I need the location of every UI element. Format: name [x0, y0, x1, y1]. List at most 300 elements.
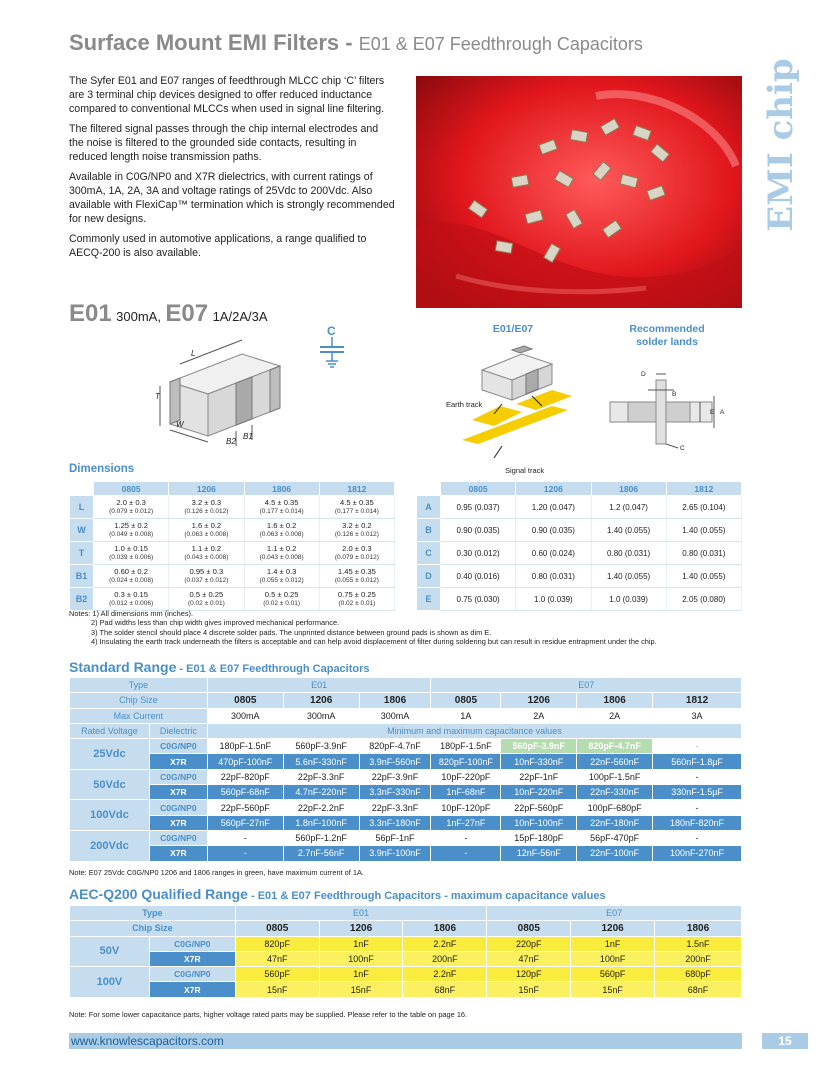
dielectric-x7r: X7R — [149, 951, 235, 966]
cell-value-mm: 1.1 ± 0.2 — [191, 544, 222, 553]
page-title: Surface Mount EMI Filters - E01 & E07 Feedthrough Capacitors — [69, 30, 643, 55]
dim-l-label: L — [191, 349, 196, 358]
header-row-current — [70, 708, 742, 723]
capacitance-value: 56pF-470pF — [577, 830, 653, 845]
table-cell: 1.0 (0.039) — [591, 588, 666, 611]
table-row — [70, 565, 395, 588]
capacitance-value: 1nF-68nF — [431, 785, 501, 800]
table-cell: 0.80 (0.031) — [666, 542, 741, 565]
capacitance-value: 3.3nF-180nF — [359, 815, 431, 830]
capacitance-value: 560pF — [571, 967, 655, 982]
website-link[interactable]: www.knowlescapacitors.com — [71, 1034, 224, 1048]
chip-size: 1812 — [653, 693, 742, 708]
table-row — [417, 565, 742, 588]
cell-value-inch: (0.126 ± 0.012) — [184, 508, 229, 515]
table-row — [70, 936, 742, 951]
chip-size: 0805 — [431, 693, 501, 708]
capacitance-value: 22pF-3.3nF — [283, 769, 359, 784]
chip-dimension-diagram — [150, 336, 290, 456]
cell-value-mm: 1.1 ± 0.2 — [266, 544, 297, 553]
dielectric-c0g: C0G/NP0 — [149, 739, 207, 754]
capacitance-value: 2.2nF — [403, 936, 487, 951]
capacitance-value: 100nF-270nF — [653, 846, 742, 861]
header-row-chip-size — [70, 921, 742, 936]
solder-lands-diagram — [608, 366, 738, 456]
footer-bar — [69, 1033, 742, 1049]
table-cell: 0.95 (0.037) — [441, 496, 516, 519]
table-cell — [169, 542, 244, 565]
capacitance-value: 1.5nF — [655, 936, 742, 951]
c-symbol-label: C — [327, 324, 336, 338]
rated-voltage: 200Vdc — [70, 830, 150, 861]
chip-size: 1806 — [403, 921, 487, 936]
chip-size: 1206 — [283, 693, 359, 708]
row-header: D — [417, 565, 441, 588]
column-header: 0805 — [94, 482, 169, 496]
capacitance-value: 180pF-1.5nF — [431, 739, 501, 754]
table-cell: 1.20 (0.047) — [516, 496, 591, 519]
cell-value-inch: (0.177 ± 0.014) — [259, 508, 304, 515]
dim-b2-label: B2 — [226, 437, 236, 446]
row-header: C — [417, 542, 441, 565]
note-line: 2) Pad widths less than chip width gives improved mechanical performance. — [91, 618, 340, 628]
capacitance-value: 22pF-560pF — [207, 800, 283, 815]
cell-value-mm: 0.60 ± 0.2 — [114, 567, 148, 576]
cell-value-inch: (0.049 ± 0.008) — [109, 531, 154, 538]
cell-value-mm: 0.95 ± 0.3 — [189, 567, 224, 576]
rated-voltage: 50V — [70, 936, 150, 967]
capacitance-value: 22pF-1nF — [501, 769, 577, 784]
type-label: Type — [70, 678, 208, 693]
row-header: B — [417, 519, 441, 542]
max-current: 300mA — [207, 708, 283, 723]
cell-value-inch: (0.126 ± 0.012) — [334, 531, 379, 538]
capacitance-value: 15nF — [235, 982, 319, 997]
table-cell: 0.80 (0.031) — [516, 565, 591, 588]
capacitance-value: 1nF — [319, 967, 403, 982]
cell-value-mm: 2.0 ± 0.3 — [342, 544, 372, 553]
dim-e-label: E — [710, 409, 715, 416]
capacitance-value: 10pF-220pF — [431, 769, 501, 784]
table-row — [70, 815, 742, 830]
capacitance-value: 22nF-180nF — [577, 815, 653, 830]
cell-value-mm: 4.5 ± 0.35 — [340, 498, 374, 507]
capacitance-value: 22pF-820pF — [207, 769, 283, 784]
table-cell — [244, 519, 319, 542]
max-current: 2A — [501, 708, 577, 723]
row-header: W — [70, 519, 94, 542]
mounting-diagram-title: E01/E07 — [492, 323, 534, 335]
cell-value-inch: (0.079 ± 0.012) — [334, 554, 379, 561]
table-cell — [169, 588, 244, 611]
capacitance-value: 3.3nF-330nF — [359, 785, 431, 800]
series-e01: E01 — [235, 906, 487, 921]
capacitance-value: 100pF-1.5nF — [577, 769, 653, 784]
dimensions-table-lands — [416, 481, 742, 611]
table-cell — [319, 588, 394, 611]
table-row — [70, 982, 742, 997]
table-cell — [169, 519, 244, 542]
table-cell — [244, 542, 319, 565]
capacitance-value: 10nF-220nF — [501, 785, 577, 800]
cell-value-inch: (0.063 ± 0.008) — [259, 531, 304, 538]
type-label: Type — [70, 906, 236, 921]
capacitance-value: 1.8nF-100nF — [283, 815, 359, 830]
capacitance-value: 5.6nF-330nF — [283, 754, 359, 769]
row-header: T — [70, 542, 94, 565]
standard-range-note: Note: E07 25Vdc C0G/NP0 1206 and 1806 ranges in green, have maximum current of 1A. — [69, 868, 364, 877]
cell-value-mm: 1.4 ± 0.3 — [266, 567, 297, 576]
table-cell: 1.2 (0.047) — [591, 496, 666, 519]
capacitance-value: 10nF-100nF — [501, 815, 577, 830]
capacitance-value: 22pF-2.2nF — [283, 800, 359, 815]
dim-d-label: D — [641, 371, 646, 378]
cell-value-inch: (0.024 ± 0.008) — [109, 577, 154, 584]
column-header: 1806 — [244, 482, 319, 496]
capacitance-value: - — [653, 769, 742, 784]
column-header: 1812 — [666, 482, 741, 496]
table-row — [70, 830, 742, 845]
dielectric-x7r: X7R — [149, 754, 207, 769]
max-current: 1A — [431, 708, 501, 723]
max-current: 300mA — [359, 708, 431, 723]
cell-value-mm: 2.0 ± 0.3 — [116, 498, 146, 507]
table-cell: 0.75 (0.030) — [441, 588, 516, 611]
cell-value-inch: (0.055 ± 0.012) — [259, 577, 304, 584]
capacitance-value: 10nF-330nF — [501, 754, 577, 769]
capacitance-value: 1nF — [319, 936, 403, 951]
capacitance-value: - — [653, 830, 742, 845]
series-e07: E07 — [487, 906, 742, 921]
capacitance-value: 22pF-3.3nF — [359, 800, 431, 815]
capacitance-value: 560pF-27nF — [207, 815, 283, 830]
solder-lands-title: Recommended solder lands — [629, 323, 705, 348]
chip-size: 1206 — [501, 693, 577, 708]
capacitance-value: 3.9nF-100nF — [359, 846, 431, 861]
table-cell: 0.30 (0.012) — [441, 542, 516, 565]
series-e01: E01 — [207, 678, 431, 693]
capacitance-value: 560pF — [235, 967, 319, 982]
series-heading: E01 300mA, E07 1A/2A/3A — [69, 300, 268, 327]
capacitance-value: 560pF-1.2nF — [283, 830, 359, 845]
table-cell — [244, 588, 319, 611]
cell-value-inch: (0.012 ± 0.006) — [109, 600, 154, 607]
dielectric-c0g: C0G/NP0 — [149, 967, 235, 982]
column-header: 1206 — [516, 482, 591, 496]
chip-size: 0805 — [487, 921, 571, 936]
capacitance-value: - — [653, 800, 742, 815]
table-row — [417, 542, 742, 565]
page-number: 15 — [762, 1033, 808, 1049]
standard-range-title: Standard Range - E01 & E07 Feedthrough Capacitors — [69, 659, 370, 675]
dielectric-c0g: C0G/NP0 — [149, 830, 207, 845]
table-cell — [319, 565, 394, 588]
table-row — [70, 967, 742, 982]
chip-size: 0805 — [207, 693, 283, 708]
intro-paragraph: Commonly used in automotive applications, a range qualified to AECQ-200 is also available. — [69, 233, 367, 259]
table-row — [70, 496, 395, 519]
capacitance-value: 100pF-680pF — [577, 800, 653, 815]
capacitance-value: 1nF — [571, 936, 655, 951]
capacitance-value: 330nF-1.5µF — [653, 785, 742, 800]
cell-value-mm: 1.6 ± 0.2 — [191, 521, 222, 530]
dimensions-title: Dimensions — [69, 463, 135, 475]
cell-value-mm: 1.6 ± 0.2 — [266, 521, 297, 530]
capacitance-value: 200nF — [655, 951, 742, 966]
capacitance-value: 22pF-560pF — [501, 800, 577, 815]
dim-a-label: A — [720, 409, 725, 416]
intro-paragraph: Available in C0G/NP0 and X7R dielectrics, with current ratings of 300mA, 1A, 2A, 3A and voltage ratings of 25Vdc to 200Vdc. Also available with FlexiCap™ termination which is strongly recommended for new designs. — [69, 171, 395, 225]
dielectric-c0g: C0G/NP0 — [149, 936, 235, 951]
table-cell — [94, 496, 169, 519]
capacitance-value: 22nF-330nF — [577, 785, 653, 800]
table-cell — [169, 565, 244, 588]
dimension-notes — [69, 609, 657, 646]
table-row — [417, 496, 742, 519]
table-cell — [244, 496, 319, 519]
table-row — [70, 739, 742, 754]
standard-range-table — [69, 677, 742, 862]
header-row-type — [70, 678, 742, 693]
capacitance-value: 820pF — [235, 936, 319, 951]
capacitance-value: 180pF-1.5nF — [207, 739, 283, 754]
capacitance-value: 220pF — [487, 936, 571, 951]
table-header-row — [417, 482, 742, 496]
capacitance-value: 15nF — [487, 982, 571, 997]
dim-t-label: T — [155, 392, 160, 401]
dim-b-label: B — [672, 391, 677, 398]
cell-value-mm: 4.5 ± 0.35 — [264, 498, 299, 507]
capacitance-value: 560pF-68nF — [207, 785, 283, 800]
max-current: 300mA — [283, 708, 359, 723]
cell-value-inch: (0.039 ± 0.006) — [109, 554, 154, 561]
capacitance-value: 2.7nF-56nF — [283, 846, 359, 861]
capacitance-value: 47nF — [235, 951, 319, 966]
table-row — [70, 951, 742, 966]
table-cell — [94, 588, 169, 611]
chip-size: 1206 — [319, 921, 403, 936]
feedthrough-symbol-icon — [318, 337, 346, 369]
table-row — [417, 588, 742, 611]
capacitance-value: 100nF — [571, 951, 655, 966]
table-cell — [319, 519, 394, 542]
table-cell: 2.65 (0.104) — [666, 496, 741, 519]
table-cell: 1.40 (0.055) — [591, 519, 666, 542]
capacitance-value: 820pF-4.7nF — [359, 739, 431, 754]
aec-range-title: AEC-Q200 Qualified Range - E01 & E07 Feedthrough Capacitors - maximum capacitance values — [69, 886, 606, 902]
capacitance-value: 68nF — [403, 982, 487, 997]
chip-size: 1806 — [359, 693, 431, 708]
dielectric-x7r: X7R — [149, 846, 207, 861]
table-cell: 1.40 (0.055) — [666, 565, 741, 588]
rated-voltage-label: Rated Voltage — [70, 723, 150, 738]
header-row-dielectric — [70, 723, 742, 738]
table-row — [70, 785, 742, 800]
cell-value-inch: (0.02 ± 0.01) — [338, 600, 376, 607]
rated-voltage: 100Vdc — [70, 800, 150, 831]
max-current: 2A — [577, 708, 653, 723]
capacitance-value: - — [207, 830, 283, 845]
row-header: E — [417, 588, 441, 611]
capacitance-value: 15nF — [571, 982, 655, 997]
table-row — [70, 588, 395, 611]
table-header-row — [70, 482, 395, 496]
series-e07: E07 — [431, 678, 742, 693]
chip-size: 0805 — [235, 921, 319, 936]
cell-value-mm: 0.75 ± 0.25 — [337, 590, 376, 599]
rated-voltage: 100V — [70, 967, 150, 998]
table-row — [70, 800, 742, 815]
cell-value-inch: (0.055 ± 0.012) — [334, 577, 379, 584]
capacitance-value: 1nF-27nF — [431, 815, 501, 830]
table-cell: 0.90 (0.035) — [516, 519, 591, 542]
cell-value-mm: 1.45 ± 0.35 — [337, 567, 376, 576]
cell-value-inch: (0.079 ± 0.012) — [109, 508, 154, 515]
table-cell — [169, 496, 244, 519]
table-cell — [319, 496, 394, 519]
chip-size: 1206 — [571, 921, 655, 936]
chip-size-label: Chip Size — [70, 693, 208, 708]
capacitance-value: 200nF — [403, 951, 487, 966]
row-header: A — [417, 496, 441, 519]
table-cell — [94, 519, 169, 542]
capacitance-value: 15nF — [319, 982, 403, 997]
column-header: 1812 — [319, 482, 394, 496]
table-cell: 0.40 (0.016) — [441, 565, 516, 588]
capacitance-value: 680pF — [655, 967, 742, 982]
capacitance-value: - — [653, 739, 742, 754]
table-row — [70, 754, 742, 769]
dimensions-table-chip — [69, 481, 395, 611]
cell-value-mm: 1.25 ± 0.2 — [114, 521, 148, 530]
table-cell — [94, 542, 169, 565]
cell-value-inch: (0.043 ± 0.008) — [259, 554, 304, 561]
table-cell: 1.40 (0.055) — [666, 519, 741, 542]
capacitance-value: 560pF-3.9nF — [501, 739, 577, 754]
cell-value-inch: (0.063 ± 0.008) — [184, 531, 229, 538]
intro-paragraph: The filtered signal passes through the chip internal electrodes and the noise is filtered to the grounded side contacts, resulting in reduced length noise transmission paths. — [69, 123, 379, 163]
capacitance-value: - — [431, 846, 501, 861]
dielectric-label: Dielectric — [149, 723, 207, 738]
dim-c-label: C — [680, 445, 685, 452]
table-cell: 0.80 (0.031) — [591, 542, 666, 565]
cell-value-inch: (0.177 ± 0.014) — [334, 508, 379, 515]
dielectric-x7r: X7R — [149, 785, 207, 800]
capacitance-value: 47nF — [487, 951, 571, 966]
table-row — [417, 519, 742, 542]
cell-value-inch: (0.02 ± 0.01) — [187, 600, 225, 607]
intro-paragraph: The Syfer E01 and E07 ranges of feedthrough MLCC chip ‘C’ filters are 3 terminal chip devices designed to offer reduced inductance compared to conventional MLCCs when used in signal line filtering. — [69, 75, 385, 115]
table-cell — [94, 565, 169, 588]
dielectric-c0g: C0G/NP0 — [149, 800, 207, 815]
capacitance-value: 120pF — [487, 967, 571, 982]
capacitance-value: 22nF-560nF — [577, 754, 653, 769]
row-header: L — [70, 496, 94, 519]
capacitance-value: 560nF-1.8µF — [653, 754, 742, 769]
table-row — [70, 769, 742, 784]
aec-range-table — [69, 905, 742, 998]
cell-value-mm: 3.2 ± 0.2 — [342, 521, 372, 530]
column-header: 1206 — [169, 482, 244, 496]
table-cell — [244, 565, 319, 588]
range-label: Minimum and maximum capacitance values — [207, 723, 741, 738]
intro-text — [69, 74, 395, 266]
dielectric-x7r: X7R — [149, 982, 235, 997]
rated-voltage: 25Vdc — [70, 739, 150, 770]
earth-track-label: Earth track — [446, 400, 483, 409]
table-cell: 1.40 (0.055) — [591, 565, 666, 588]
note-line: 3) The solder stencil should place 4 discrete solder pads. The unprinted distance between ground pads is shown as dim E. — [91, 627, 492, 637]
capacitance-value: 4.7nF-220nF — [283, 785, 359, 800]
note-line: 4) Insulating the earth track underneath the filters is acceptable and can help avoid displacement of filter during soldering but can result in residue entrapment under the chip. — [91, 636, 657, 646]
chip-size-label: Chip Size — [70, 921, 236, 936]
capacitance-value: 68nF — [655, 982, 742, 997]
capacitance-value: - — [431, 830, 501, 845]
capacitance-value: 10pF-120pF — [431, 800, 501, 815]
max-current-label: Max Current — [70, 708, 208, 723]
capacitance-value: 22nF-100nF — [577, 846, 653, 861]
cell-value-inch: (0.037 ± 0.012) — [184, 577, 229, 584]
cell-value-inch: (0.02 ± 0.01) — [263, 600, 301, 607]
max-current: 3A — [653, 708, 742, 723]
column-header: 0805 — [441, 482, 516, 496]
chip-size: 1806 — [655, 921, 742, 936]
table-row — [70, 519, 395, 542]
cell-value-mm: 0.5 ± 0.25 — [189, 590, 224, 599]
table-cell: 2.05 (0.080) — [666, 588, 741, 611]
chip-size: 1806 — [577, 693, 653, 708]
table-cell: 1.0 (0.039) — [516, 588, 591, 611]
table-cell — [319, 542, 394, 565]
cell-value-mm: 0.5 ± 0.25 — [264, 590, 299, 599]
capacitance-value: - — [207, 846, 283, 861]
capacitance-value: 3.9nF-560nF — [359, 754, 431, 769]
cell-value-inch: (0.043 ± 0.008) — [184, 554, 229, 561]
capacitance-value: 100nF — [319, 951, 403, 966]
table-cell: 0.90 (0.035) — [441, 519, 516, 542]
cell-value-mm: 3.2 ± 0.3 — [191, 498, 222, 507]
column-header: 1806 — [591, 482, 666, 496]
cell-value-mm: 1.0 ± 0.15 — [114, 544, 148, 553]
dim-b1-label: B1 — [243, 432, 253, 441]
dim-w-label: W — [176, 420, 184, 429]
capacitance-value: 15pF-180pF — [501, 830, 577, 845]
row-header: B1 — [70, 565, 94, 588]
section-tab: EMI chip — [761, 58, 801, 232]
row-header: B2 — [70, 588, 94, 611]
aec-range-note: Note: For some lower capacitance parts, higher voltage rated parts may be supplied. Please refer to the table on page 16. — [69, 1010, 468, 1019]
capacitance-value: 820pF-100nF — [431, 754, 501, 769]
dielectric-x7r: X7R — [149, 815, 207, 830]
capacitance-value: 56pF-1nF — [359, 830, 431, 845]
table-row — [70, 542, 395, 565]
header-row-chip-size — [70, 693, 742, 708]
table-cell: 0.60 (0.024) — [516, 542, 591, 565]
note-line: Notes: 1) All dimensions mm (inches). — [69, 609, 194, 618]
table-row — [70, 846, 742, 861]
capacitance-value: 12nF-56nF — [501, 846, 577, 861]
product-photo — [416, 76, 742, 308]
header-row-type — [70, 906, 742, 921]
capacitance-value: 820pF-4.7nF — [577, 739, 653, 754]
capacitance-value: 470pF-100nF — [207, 754, 283, 769]
dielectric-c0g: C0G/NP0 — [149, 769, 207, 784]
capacitance-value: 2.2nF — [403, 967, 487, 982]
rated-voltage: 50Vdc — [70, 769, 150, 800]
capacitance-value: 180nF-820nF — [653, 815, 742, 830]
capacitance-value: 560pF-3.9nF — [283, 739, 359, 754]
cell-value-mm: 0.3 ± 0.15 — [114, 590, 148, 599]
